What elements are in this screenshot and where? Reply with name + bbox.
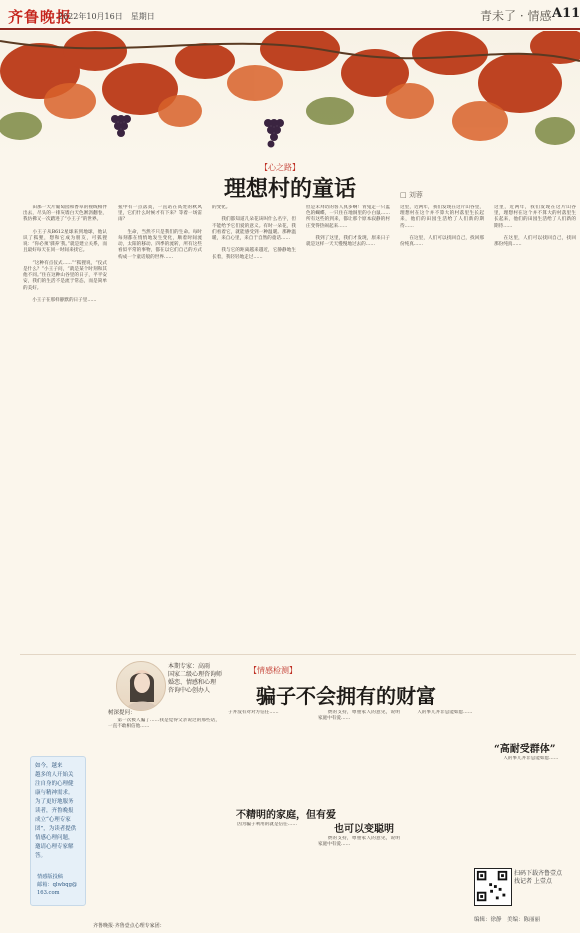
expert-avatar	[116, 661, 166, 711]
expert-role-1: 国家二级心理咨询师	[168, 671, 223, 678]
expert-role-2: 婚恋、情感和心理	[168, 679, 217, 686]
qr-caption	[514, 870, 562, 886]
expert-profile	[116, 661, 244, 715]
note-line: 如今，越来	[35, 763, 63, 769]
qr-caption-line-1: 扫码下载齐鲁壹点	[514, 870, 563, 877]
feature-subhead-3: “高耐受群体”	[494, 744, 556, 755]
note-line: 情感心理问题，	[35, 835, 74, 841]
section-divider	[20, 654, 576, 655]
article-column-3: 的变化。 我们都知道几朵花该叫什么名字，但不能给予它们爱的意义。有时一朵花，我们看着它，就能感受到一种温暖。那种温暖，来自心里，来自于自然的童话…… 我与它的距离越来越近，它静静地生长着，我轻轻地走过……	[212, 205, 296, 260]
grape-vine-image	[0, 31, 580, 161]
column-tag: 【心之路】	[260, 163, 300, 172]
submission-email	[37, 873, 77, 897]
email-address: 邮箱：qlwbqg@	[37, 882, 78, 888]
note-line: 成立“心理专家	[35, 817, 71, 823]
note-line: 越多的人开始关	[35, 772, 74, 778]
feature-column-2: 费的支持，尊重家人的意见，说明家庭中有爱……	[318, 710, 400, 722]
reader-question-text: 第一次被人骗了……我是觉得父亲说过的那些话，一直不敢相信他……	[108, 718, 220, 730]
qr-caption-line-2: 找记者 上壹点	[514, 878, 552, 885]
article-author: □ 刘蓉	[400, 191, 423, 199]
vineyard-banner	[0, 31, 580, 161]
email-domain: 163.com	[37, 890, 60, 896]
article-title: 理想村的童话	[223, 176, 356, 202]
newspaper-logo: 齐鲁晚报	[8, 8, 73, 26]
portrait-icon	[117, 662, 166, 711]
feature-tag: 【情感检测】	[249, 666, 297, 675]
note-line: 注自身的心理健	[35, 781, 74, 787]
feature-column-1b: 因为骗子利用的就是信任……	[228, 822, 297, 827]
page-header	[0, 0, 580, 30]
footer-credit: 齐鲁晚报·齐鲁壹点心理专家团：	[93, 923, 165, 929]
expert-role-3: 咨询中心创办人	[168, 687, 211, 694]
article-column-5: 这里，近两年，我们发现在这片山谷里，理想村在这个并不算大的村落里生长起来，他们的田园生活给了人们新的期待…… 在这里，人们可以找回自己，找回那份纯真……	[400, 205, 484, 248]
expert-info	[168, 663, 222, 695]
feature-column-1: 子并没有对对方信任……	[228, 710, 279, 715]
reader-question-label: 树深提问：	[108, 710, 136, 716]
feature-column-2b: 费的支持，尊重家人的意见，说明家庭中有爱……	[318, 836, 400, 848]
qr-code-icon	[475, 869, 511, 905]
section-name: 青未了 · 情感	[480, 9, 552, 23]
qr-code	[474, 868, 512, 906]
feature-column-3: 人的事儿并非总能如愿……	[408, 710, 473, 715]
expert-name: 本期专家：高雨	[168, 663, 211, 670]
expert-group-note	[30, 756, 86, 906]
page-number: A11	[552, 6, 580, 21]
note-line: 康与精神需求。	[35, 790, 74, 796]
feature-column-4: 人的事儿并非总能如愿……	[494, 756, 559, 761]
article-column-4: 但是未拜访的客人真多啊！青兔走一只蓝色的蝴蝶，一只住在地洞里的小白鼠……所有这些的到来，都让那个原本寂静的村庄变得热闹起来…… 我到了这里，我们才发现，原来日子就是这样一天天慢慢地过去的……	[306, 205, 390, 248]
email-label: 情感版投稿	[37, 874, 63, 880]
feature-subhead-1: 不精明的家庭，但有爱	[236, 810, 336, 821]
note-line: 答。	[35, 853, 47, 859]
article-column-6: 这里，近两年，我们发现在这片山谷里，理想村在这个并不算大的村落里生长起来，他们的田园生活给了人们新的期待…… 在这里，人们可以找回自己，找回那份纯真……	[494, 205, 576, 248]
note-line: 团”，为读者提供	[35, 826, 77, 832]
editor-credit: 编辑：徐静 美编：陈丽丽	[474, 917, 541, 923]
feature-subhead-2: 也可以变聪明	[334, 824, 394, 835]
note-line: 读者，齐鲁晚报	[35, 808, 74, 814]
article-column-1: 田那一大片葡萄园和香草的视线相伴出去，尽头的一排灰墙白天色淅沥翻卷，我仿佛又一次踏进了“小王子”的世界。 小王子从B612星球来到地球，他认识了狐狸，想和它成为朋友，可狐狸说：“你必须‘驯养’我。”就是建立关系，而且最好每天在同一时间来找它。 “这种有点仪式……”“狐狸说，“仪式是什么？”小王子问，“就是某个时刻和其他不同。”住在这种山谷里的日子，平平安安，我们的生活不是流于常态，而是简单的美好。 小王子在那样静默的日子里……	[23, 205, 107, 304]
note-line: 邀请心理专家解	[35, 844, 74, 850]
article-column-2: 猩中有一点落寞，一直站在高处的秋风里，它们什么时候才有下来？等着一场雷雨？ 生命，当然不只是我们的生命。每时每刻都在悄悄地发生变化，顺着时间流动，太阳的移动、四季的流转，所有这些看似平常的事物，都在以它们自己的方式构成一个童话般的世界……	[118, 205, 202, 260]
feature-title: 骗子不会拥有的财富	[256, 684, 436, 708]
issue-date: 2022年10月16日 星期日	[58, 12, 155, 21]
note-line: 为了更好地服务	[35, 799, 74, 805]
